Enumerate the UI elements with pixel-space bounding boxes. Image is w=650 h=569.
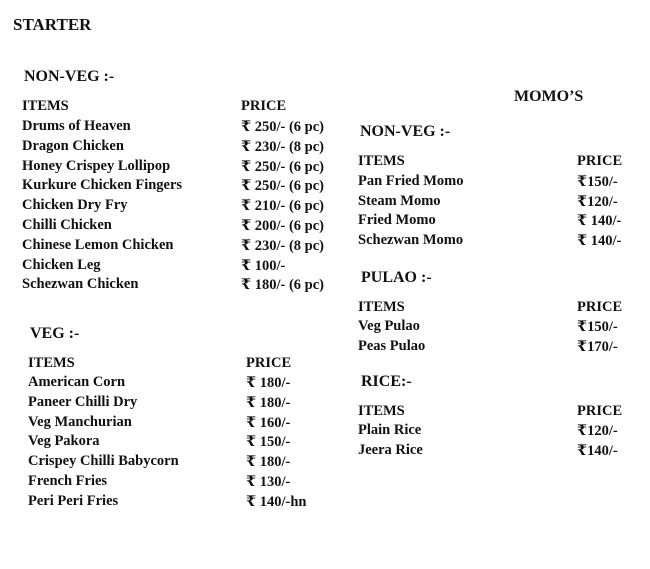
item-price: ₹ 200/- (6 pc) — [241, 218, 324, 234]
item-name: French Fries — [28, 473, 108, 489]
item-price: ₹120/- — [577, 423, 618, 439]
item-name: Chicken Leg — [22, 256, 101, 273]
item-price: ₹ 210/- (6 pc) — [241, 198, 324, 215]
item-name: Dragon Chicken — [22, 137, 124, 154]
item-name: Veg Pakora — [28, 433, 100, 450]
item-name: Fried Momo — [358, 212, 436, 229]
item-price: ₹ 250/- (6 pc) — [241, 158, 324, 175]
pulao-price-header: PRICE — [577, 299, 623, 315]
item-price: ₹ 140/- — [577, 213, 622, 230]
item-price: ₹ 160/- — [246, 414, 291, 431]
item-name: Jeera Rice — [358, 441, 423, 458]
item-price: ₹140/- — [577, 442, 618, 459]
pulao-items-header: ITEMS — [358, 299, 405, 315]
item-price: ₹150/- — [577, 319, 618, 335]
item-name: Steam Momo — [358, 192, 441, 209]
item-name: Chicken Dry Fry — [22, 197, 128, 214]
item-name: Drums of Heaven — [22, 118, 131, 134]
nonveg-list — [22, 118, 342, 298]
item-price: ₹ 130/- — [246, 474, 291, 490]
veg-price-header: PRICE — [246, 355, 292, 371]
item-name: Honey Crispey Lollipop — [22, 157, 171, 174]
pulao-heading: PULAO :- — [361, 269, 432, 286]
rice-price-header: PRICE — [577, 403, 623, 419]
item-price: ₹ 150/- — [246, 434, 291, 451]
pulao-list — [358, 318, 638, 358]
momos-price-header: PRICE — [577, 153, 623, 169]
item-price: ₹ 180/- — [246, 394, 291, 411]
item-name: Chilli Chicken — [22, 217, 112, 233]
veg-items-header: ITEMS — [28, 355, 75, 371]
item-name: Pan Fried Momo — [358, 173, 464, 189]
item-name: Peas Pulao — [358, 337, 426, 354]
page-title: STARTER — [13, 15, 92, 34]
item-price: ₹ 140/-hn — [246, 493, 307, 510]
item-name: Schezwan Chicken — [22, 276, 139, 293]
veg-heading: VEG :- — [30, 325, 80, 342]
item-name: Veg Pulao — [358, 318, 420, 334]
nonveg-items-header: ITEMS — [22, 98, 69, 114]
momos-items-header: ITEMS — [358, 153, 405, 169]
momos-title: MOMO’S — [514, 88, 584, 105]
item-price: ₹ 180/- — [246, 454, 291, 471]
veg-list — [28, 374, 348, 514]
item-price: ₹ 100/- — [241, 257, 286, 274]
rice-heading: RICE:- — [361, 373, 412, 390]
item-price: ₹ 250/- (6 pc) — [241, 119, 324, 135]
item-price: ₹ 230/- (8 pc) — [241, 237, 324, 254]
item-price: ₹ 250/- (6 pc) — [241, 178, 324, 195]
item-name: Crispey Chilli Babycorn — [28, 453, 179, 470]
item-price: ₹ 230/- (8 pc) — [241, 138, 324, 155]
nonveg-price-header: PRICE — [241, 98, 287, 114]
item-name: Peri Peri Fries — [28, 492, 119, 509]
nonveg-heading: NON-VEG :- — [24, 68, 115, 85]
item-price: ₹ 140/- — [577, 232, 622, 249]
item-name: American Corn — [28, 374, 126, 390]
item-price: ₹170/- — [577, 338, 618, 355]
item-price: ₹150/- — [577, 174, 618, 190]
momos-list — [358, 173, 638, 253]
item-name: Veg Manchurian — [28, 413, 132, 430]
rice-items-header: ITEMS — [358, 403, 405, 419]
item-name: Kurkure Chicken Fingers — [22, 177, 183, 194]
momos-heading: NON-VEG :- — [360, 123, 451, 140]
item-name: Chinese Lemon Chicken — [22, 236, 174, 253]
item-name: Plain Rice — [358, 422, 422, 438]
item-price: ₹ 180/- (6 pc) — [241, 277, 324, 294]
item-name: Paneer Chilli Dry — [28, 393, 138, 410]
rice-list — [358, 422, 638, 462]
item-price: ₹120/- — [577, 193, 618, 210]
item-name: Schezwan Momo — [358, 231, 464, 248]
item-price: ₹ 180/- — [246, 375, 291, 391]
